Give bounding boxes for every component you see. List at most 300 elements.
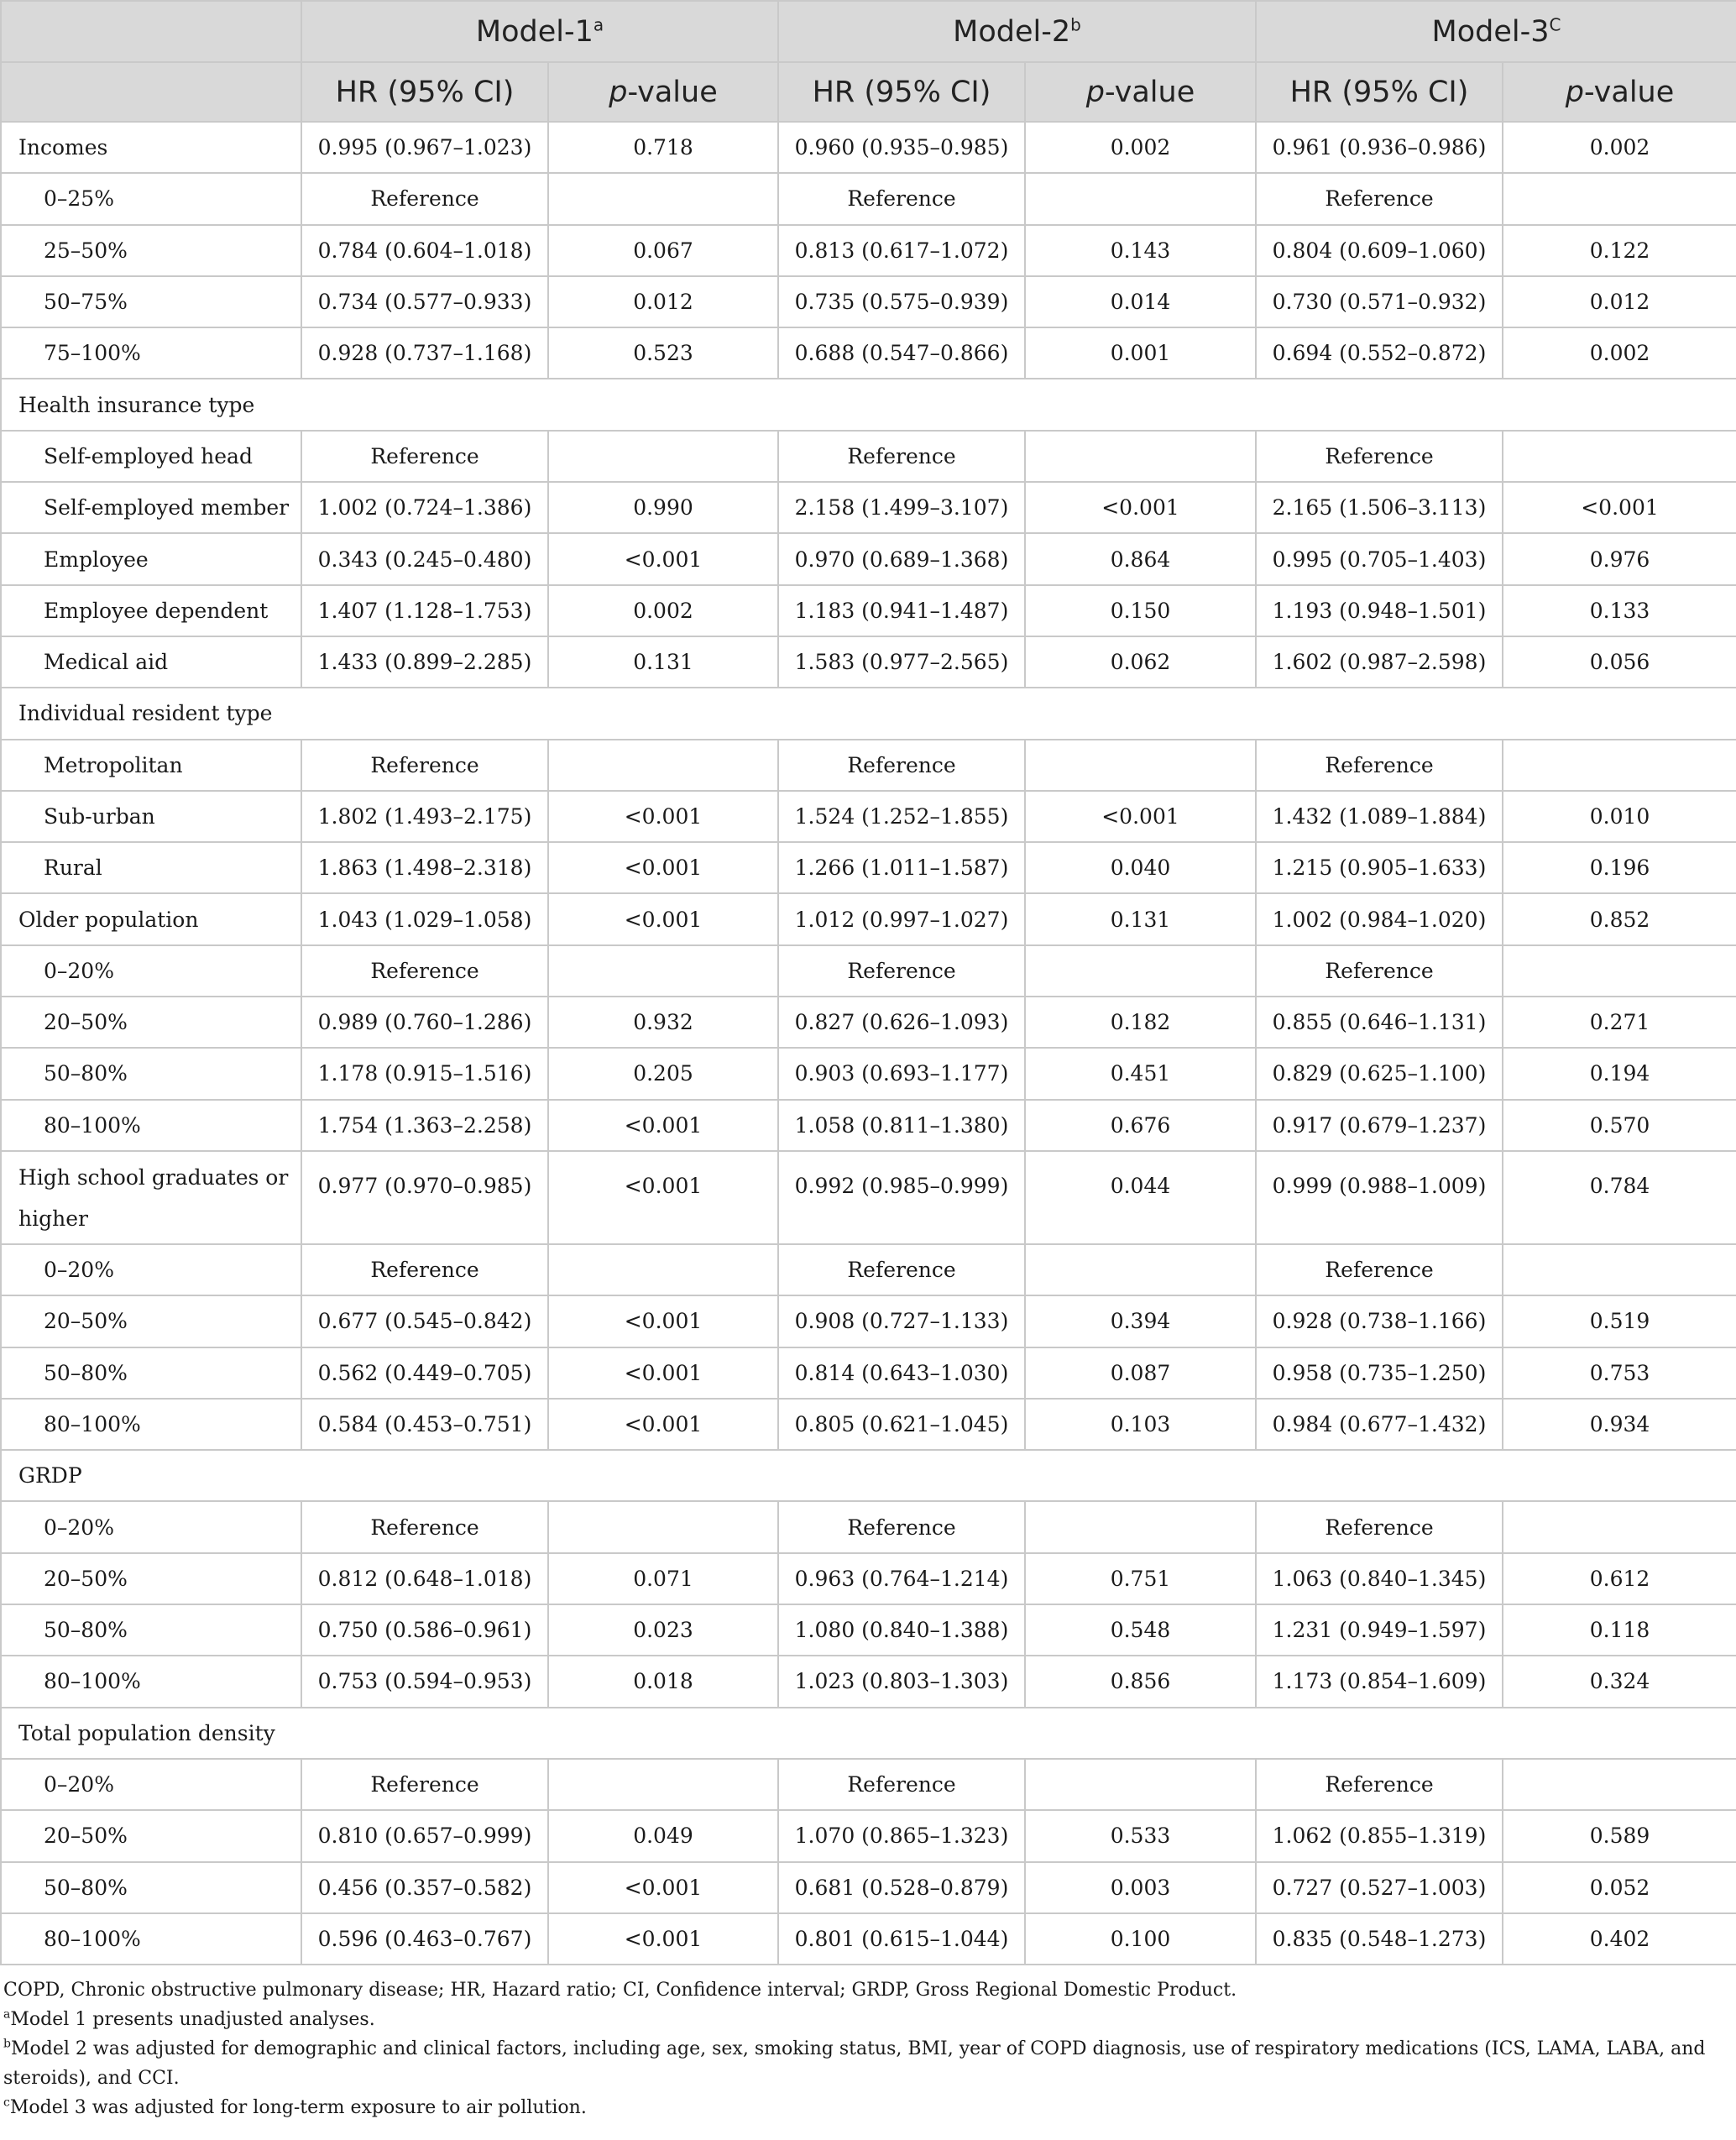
p-value-cell-model-3: 0.612	[1503, 1553, 1736, 1604]
row-sublabel: Sub-urban	[1, 791, 301, 842]
hr-cell-model-2: 1.266 (1.011–1.587)	[778, 842, 1025, 893]
p-value-cell-model-2: 0.003	[1025, 1862, 1256, 1913]
row-sublabel: Employee dependent	[1, 585, 301, 636]
row-sublabel: 25–50%	[1, 225, 301, 276]
table-row	[1, 173, 1736, 224]
table-row	[1, 1151, 1736, 1244]
hr-cell-model-3: Reference	[1256, 740, 1503, 791]
p-value-cell-model-1: <0.001	[548, 1399, 778, 1450]
table-row	[1, 842, 1736, 893]
p-value-cell-model-2: 0.451	[1025, 1048, 1256, 1099]
model-1-header	[301, 1, 778, 62]
table-row	[1, 1553, 1736, 1604]
p-value-cell-model-2: 0.182	[1025, 997, 1256, 1048]
p-value-cell-model-1: <0.001	[548, 842, 778, 893]
hr-cell-model-3: 1.432 (1.089–1.884)	[1256, 791, 1503, 842]
hr-cell-model-3: 0.961 (0.936–0.986)	[1256, 122, 1503, 173]
p-value-cell-model-1: 0.205	[548, 1048, 778, 1099]
table-row	[1, 1708, 1736, 1759]
section-spacer	[301, 1708, 1736, 1759]
hr-cell-model-1: 0.784 (0.604–1.018)	[301, 225, 548, 276]
hr-cell-model-1: 0.562 (0.449–0.705)	[301, 1347, 548, 1399]
hr-cell-model-3: 0.804 (0.609–1.060)	[1256, 225, 1503, 276]
row-sublabel: 20–50%	[1, 1553, 301, 1604]
row-sublabel: 75–100%	[1, 327, 301, 379]
hr-cell-model-1: Reference	[301, 1244, 548, 1295]
p-rest: -value	[627, 75, 718, 109]
p-value-cell-model-3: 0.118	[1503, 1604, 1736, 1656]
table-row	[1, 1501, 1736, 1552]
p-value-cell-model-1: 0.071	[548, 1553, 778, 1604]
hr-header-3: HR (95% CI)	[1256, 62, 1503, 122]
row-sublabel: 0–20%	[1, 1759, 301, 1810]
hr-cell-model-3: 0.694 (0.552–0.872)	[1256, 327, 1503, 379]
p-value-cell-model-1: <0.001	[548, 1151, 778, 1244]
hr-cell-model-2: 0.992 (0.985–0.999)	[778, 1151, 1025, 1244]
hr-cell-model-3: 0.999 (0.988–1.009)	[1256, 1151, 1503, 1244]
p-value-cell-model-2: 0.150	[1025, 585, 1256, 636]
model-1-sup: a	[593, 13, 604, 34]
p-value-cell-model-1	[548, 945, 778, 997]
row-label: GRDP	[1, 1450, 301, 1501]
p-value-cell-model-1: 0.932	[548, 997, 778, 1048]
hr-cell-model-1: Reference	[301, 945, 548, 997]
hr-cell-model-1: 0.977 (0.970–0.985)	[301, 1151, 548, 1244]
hr-cell-model-2: 1.058 (0.811–1.380)	[778, 1100, 1025, 1151]
hr-cell-model-1: 0.753 (0.594–0.953)	[301, 1656, 548, 1707]
table-row	[1, 740, 1736, 791]
hr-cell-model-2: 1.583 (0.977–2.565)	[778, 636, 1025, 688]
hr-cell-model-1: 1.802 (1.493–2.175)	[301, 791, 548, 842]
p-value-cell-model-2	[1025, 1501, 1256, 1552]
table-row	[1, 1295, 1736, 1347]
p-value-cell-model-1	[548, 173, 778, 224]
p-value-cell-model-3: 0.753	[1503, 1347, 1736, 1399]
table-row	[1, 688, 1736, 739]
table-row	[1, 1100, 1736, 1151]
row-sublabel: Rural	[1, 842, 301, 893]
p-value-cell-model-3: 0.402	[1503, 1913, 1736, 1965]
p-value-cell-model-3: 0.519	[1503, 1295, 1736, 1347]
p-value-cell-model-1: <0.001	[548, 893, 778, 944]
hr-cell-model-1: 0.928 (0.737–1.168)	[301, 327, 548, 379]
footnote-b	[3, 2034, 1716, 2093]
p-value-cell-model-1: 0.049	[548, 1810, 778, 1861]
hr-cell-model-2: Reference	[778, 173, 1025, 224]
abbreviations-note: COPD, Chronic obstructive pulmonary disease; HR, Hazard ratio; CI, Confidence interval; GRDP, Gross Regional Domestic Product.	[3, 1980, 1237, 2001]
row-label: Total population density	[1, 1708, 301, 1759]
hr-cell-model-3: 0.730 (0.571–0.932)	[1256, 276, 1503, 327]
p-value-cell-model-3: 0.133	[1503, 585, 1736, 636]
table-row	[1, 1810, 1736, 1861]
row-label-line-1: High school graduates or	[18, 1164, 289, 1190]
model-3-header	[1256, 1, 1736, 62]
p-value-cell-model-3	[1503, 945, 1736, 997]
hr-cell-model-1: 1.754 (1.363–2.258)	[301, 1100, 548, 1151]
p-value-cell-model-2: 0.001	[1025, 327, 1256, 379]
row-sublabel: Medical aid	[1, 636, 301, 688]
hr-cell-model-1: Reference	[301, 173, 548, 224]
hr-cell-model-3: 0.984 (0.677–1.432)	[1256, 1399, 1503, 1450]
model-2-name: Model-2	[953, 14, 1071, 49]
table-row	[1, 122, 1736, 173]
p-value-cell-model-2: 0.002	[1025, 122, 1256, 173]
p-value-cell-model-1: <0.001	[548, 1862, 778, 1913]
p-value-cell-model-1: 0.718	[548, 122, 778, 173]
p-value-cell-model-3	[1503, 740, 1736, 791]
footnote-c	[3, 2093, 1716, 2122]
hr-cell-model-3: Reference	[1256, 1244, 1503, 1295]
p-value-cell-model-2: 0.131	[1025, 893, 1256, 944]
p-value-cell-model-1: 0.002	[548, 585, 778, 636]
hr-cell-model-3: Reference	[1256, 173, 1503, 224]
table-row	[1, 327, 1736, 379]
row-sublabel: 50–80%	[1, 1347, 301, 1399]
row-sublabel: 20–50%	[1, 1810, 301, 1861]
model-3-name: Model-3	[1431, 14, 1550, 49]
hr-cell-model-2: 0.735 (0.575–0.939)	[778, 276, 1025, 327]
table-footnotes	[0, 1965, 1716, 2122]
hr-cell-model-1: 0.734 (0.577–0.933)	[301, 276, 548, 327]
p-rest: -value	[1583, 75, 1675, 109]
hr-cell-model-3: 0.835 (0.548–1.273)	[1256, 1913, 1503, 1965]
table-row	[1, 225, 1736, 276]
p-value-cell-model-2	[1025, 173, 1256, 224]
row-sublabel: 0–25%	[1, 173, 301, 224]
table-row	[1, 1604, 1736, 1656]
row-sublabel: 80–100%	[1, 1399, 301, 1450]
table-row	[1, 585, 1736, 636]
p-value-cell-model-2: 0.548	[1025, 1604, 1256, 1656]
table-row	[1, 945, 1736, 997]
hr-cell-model-1: 1.433 (0.899–2.285)	[301, 636, 548, 688]
p-value-cell-model-3	[1503, 1501, 1736, 1552]
p-value-cell-model-2: 0.014	[1025, 276, 1256, 327]
table-row	[1, 1399, 1736, 1450]
hr-cell-model-2: 0.903 (0.693–1.177)	[778, 1048, 1025, 1099]
p-value-cell-model-3: 0.324	[1503, 1656, 1736, 1707]
p-value-cell-model-1	[548, 1501, 778, 1552]
hr-cell-model-3: 1.231 (0.949–1.597)	[1256, 1604, 1503, 1656]
p-value-cell-model-2: 0.143	[1025, 225, 1256, 276]
hr-cell-model-3: 1.002 (0.984–1.020)	[1256, 893, 1503, 944]
p-header-3	[1503, 62, 1736, 122]
hr-cell-model-1: 1.178 (0.915–1.516)	[301, 1048, 548, 1099]
hr-cell-model-2: 0.814 (0.643–1.030)	[778, 1347, 1025, 1399]
hr-cell-model-3: 1.173 (0.854–1.609)	[1256, 1656, 1503, 1707]
hr-cell-model-1: 0.343 (0.245–0.480)	[301, 533, 548, 584]
hr-cell-model-2: Reference	[778, 740, 1025, 791]
p-value-cell-model-1: 0.131	[548, 636, 778, 688]
table-row	[1, 1759, 1736, 1810]
row-sublabel: 0–20%	[1, 1501, 301, 1552]
hr-cell-model-1: 0.995 (0.967–1.023)	[301, 122, 548, 173]
p-value-cell-model-2	[1025, 945, 1256, 997]
hr-cell-model-2: Reference	[778, 431, 1025, 482]
table-body	[1, 122, 1736, 1965]
footnote-c-text: Model 3 was adjusted for long-term exposure to air pollution.	[9, 2097, 587, 2119]
hr-cell-model-3: 1.602 (0.987–2.598)	[1256, 636, 1503, 688]
hr-cell-model-2: 0.960 (0.935–0.985)	[778, 122, 1025, 173]
p-value-cell-model-1: <0.001	[548, 1347, 778, 1399]
hr-cell-model-1: Reference	[301, 431, 548, 482]
column-header-row	[1, 62, 1736, 122]
p-value-cell-model-2: 0.044	[1025, 1151, 1256, 1244]
hr-header-2: HR (95% CI)	[778, 62, 1025, 122]
hr-cell-model-1: 0.584 (0.453–0.751)	[301, 1399, 548, 1450]
section-spacer	[301, 688, 1736, 739]
model-2-sup: b	[1070, 13, 1081, 34]
p-value-cell-model-3: 0.271	[1503, 997, 1736, 1048]
hr-cell-model-1: 1.043 (1.029–1.058)	[301, 893, 548, 944]
hr-cell-model-1: 1.407 (1.128–1.753)	[301, 585, 548, 636]
hr-cell-model-3: Reference	[1256, 945, 1503, 997]
p-value-cell-model-2: 0.087	[1025, 1347, 1256, 1399]
footnote-c-sup: c	[3, 2096, 10, 2110]
hr-cell-model-3: Reference	[1256, 1501, 1503, 1552]
p-header-1	[548, 62, 778, 122]
p-value-cell-model-1	[548, 740, 778, 791]
p-value-cell-model-3: 0.002	[1503, 122, 1736, 173]
model-header-row	[1, 1, 1736, 62]
p-value-cell-model-2	[1025, 1244, 1256, 1295]
row-sublabel: Self-employed head	[1, 431, 301, 482]
p-value-cell-model-3: 0.010	[1503, 791, 1736, 842]
hr-cell-model-3: 0.928 (0.738–1.166)	[1256, 1295, 1503, 1347]
hr-cell-model-2: 1.012 (0.997–1.027)	[778, 893, 1025, 944]
hr-cell-model-2: 0.908 (0.727–1.133)	[778, 1295, 1025, 1347]
hr-cell-model-2: 0.688 (0.547–0.866)	[778, 327, 1025, 379]
p-value-cell-model-1	[548, 1244, 778, 1295]
hr-cell-model-2: 0.963 (0.764–1.214)	[778, 1553, 1025, 1604]
hr-cell-model-1: 0.677 (0.545–0.842)	[301, 1295, 548, 1347]
hr-cell-model-3: 1.062 (0.855–1.319)	[1256, 1810, 1503, 1861]
hr-cell-model-2: Reference	[778, 1244, 1025, 1295]
row-sublabel: 50–75%	[1, 276, 301, 327]
hr-cell-model-3: 0.855 (0.646–1.131)	[1256, 997, 1503, 1048]
p-value-cell-model-3: 0.976	[1503, 533, 1736, 584]
table-row	[1, 431, 1736, 482]
row-label: Older population	[1, 893, 301, 944]
hr-header-1: HR (95% CI)	[301, 62, 548, 122]
p-italic: p	[1565, 75, 1584, 109]
hr-cell-model-1: 0.456 (0.357–0.582)	[301, 1862, 548, 1913]
p-value-cell-model-1: <0.001	[548, 1913, 778, 1965]
p-value-cell-model-2: 0.040	[1025, 842, 1256, 893]
table-row	[1, 1450, 1736, 1501]
row-sublabel: Metropolitan	[1, 740, 301, 791]
hr-cell-model-1: 1.863 (1.498–2.318)	[301, 842, 548, 893]
hr-cell-model-1: Reference	[301, 1759, 548, 1810]
row-sublabel: 50–80%	[1, 1862, 301, 1913]
hr-cell-model-2: Reference	[778, 1759, 1025, 1810]
p-rest: -value	[1104, 75, 1195, 109]
hr-cell-model-1: 0.812 (0.648–1.018)	[301, 1553, 548, 1604]
footnote-b-text: Model 2 was adjusted for demographic and clinical factors, including age, sex, smoking status, BMI, year of COPD diagnosis, use of respiratory medications (ICS, LAMA, LABA, and steroids), and CCI.	[3, 2038, 1706, 2090]
row-sublabel: 50–80%	[1, 1604, 301, 1656]
row-sublabel: 50–80%	[1, 1048, 301, 1099]
row-label: Health insurance type	[1, 379, 301, 430]
footnote-a-text: Model 1 presents unadjusted analyses.	[10, 2009, 375, 2031]
p-value-cell-model-3: 0.052	[1503, 1862, 1736, 1913]
hr-cell-model-2: Reference	[778, 1501, 1025, 1552]
table-header	[1, 1, 1736, 122]
p-value-cell-model-3: <0.001	[1503, 482, 1736, 533]
table-row	[1, 636, 1736, 688]
p-value-cell-model-2: 0.856	[1025, 1656, 1256, 1707]
hr-cell-model-3: 1.193 (0.948–1.501)	[1256, 585, 1503, 636]
hr-cell-model-2: 0.827 (0.626–1.093)	[778, 997, 1025, 1048]
hr-cell-model-3: 0.995 (0.705–1.403)	[1256, 533, 1503, 584]
p-value-cell-model-1: 0.523	[548, 327, 778, 379]
row-label	[1, 1151, 301, 1244]
hr-cell-model-2: 1.080 (0.840–1.388)	[778, 1604, 1025, 1656]
p-value-cell-model-2: 0.751	[1025, 1553, 1256, 1604]
row-sublabel: 80–100%	[1, 1100, 301, 1151]
model-1-name: Model-1	[475, 14, 593, 49]
p-value-cell-model-3	[1503, 173, 1736, 224]
hr-cell-model-3: 0.829 (0.625–1.100)	[1256, 1048, 1503, 1099]
hr-cell-model-2: 0.801 (0.615–1.044)	[778, 1913, 1025, 1965]
p-value-cell-model-1: <0.001	[548, 1100, 778, 1151]
p-value-cell-model-1	[548, 431, 778, 482]
table-row	[1, 893, 1736, 944]
p-value-cell-model-1: 0.067	[548, 225, 778, 276]
hr-cell-model-2: 0.681 (0.528–0.879)	[778, 1862, 1025, 1913]
table-row	[1, 276, 1736, 327]
hr-cell-model-3: 0.727 (0.527–1.003)	[1256, 1862, 1503, 1913]
hr-cell-model-3: Reference	[1256, 1759, 1503, 1810]
hr-cell-model-2: 1.524 (1.252–1.855)	[778, 791, 1025, 842]
table-row	[1, 997, 1736, 1048]
p-value-cell-model-3: 0.012	[1503, 276, 1736, 327]
p-value-cell-model-3: 0.934	[1503, 1399, 1736, 1450]
p-value-cell-model-2	[1025, 740, 1256, 791]
p-value-cell-model-2: <0.001	[1025, 791, 1256, 842]
footnote-a	[3, 2005, 1716, 2034]
p-value-cell-model-2: 0.533	[1025, 1810, 1256, 1861]
row-sublabel: Self-employed member	[1, 482, 301, 533]
hr-cell-model-2: 0.805 (0.621–1.045)	[778, 1399, 1025, 1450]
hr-cell-model-2: 2.158 (1.499–3.107)	[778, 482, 1025, 533]
row-sublabel: Employee	[1, 533, 301, 584]
footnote-a-sup: a	[3, 2007, 11, 2022]
p-value-cell-model-2: 0.864	[1025, 533, 1256, 584]
p-header-2	[1025, 62, 1256, 122]
p-value-cell-model-1: 0.018	[548, 1656, 778, 1707]
table-row	[1, 1913, 1736, 1965]
table-row	[1, 791, 1736, 842]
p-value-cell-model-2: 0.062	[1025, 636, 1256, 688]
row-sublabel: 80–100%	[1, 1913, 301, 1965]
row-label: Individual resident type	[1, 688, 301, 739]
row-label-line-2: higher	[18, 1206, 88, 1231]
corner-cell-2	[1, 62, 301, 122]
p-value-cell-model-3: 0.852	[1503, 893, 1736, 944]
p-value-cell-model-1: 0.012	[548, 276, 778, 327]
row-sublabel: 0–20%	[1, 1244, 301, 1295]
p-value-cell-model-3	[1503, 431, 1736, 482]
p-value-cell-model-2: 0.676	[1025, 1100, 1256, 1151]
table-row	[1, 1244, 1736, 1295]
table-row	[1, 379, 1736, 430]
p-value-cell-model-3: 0.056	[1503, 636, 1736, 688]
row-sublabel: 20–50%	[1, 997, 301, 1048]
row-sublabel: 0–20%	[1, 945, 301, 997]
table-row	[1, 482, 1736, 533]
hr-cell-model-2: 0.813 (0.617–1.072)	[778, 225, 1025, 276]
hr-cell-model-3: 0.917 (0.679–1.237)	[1256, 1100, 1503, 1151]
hr-cell-model-3: 1.063 (0.840–1.345)	[1256, 1553, 1503, 1604]
hr-cell-model-1: Reference	[301, 740, 548, 791]
table-row	[1, 1862, 1736, 1913]
p-value-cell-model-1: 0.023	[548, 1604, 778, 1656]
p-italic: p	[1085, 75, 1105, 109]
p-value-cell-model-3	[1503, 1759, 1736, 1810]
p-italic: p	[609, 75, 628, 109]
p-value-cell-model-2	[1025, 1759, 1256, 1810]
p-value-cell-model-2: 0.100	[1025, 1913, 1256, 1965]
section-spacer	[301, 379, 1736, 430]
footnote-b-sup: b	[3, 2037, 11, 2051]
hr-cell-model-2: 1.023 (0.803–1.303)	[778, 1656, 1025, 1707]
table-row	[1, 533, 1736, 584]
hr-cell-model-1: 0.596 (0.463–0.767)	[301, 1913, 548, 1965]
p-value-cell-model-2: 0.103	[1025, 1399, 1256, 1450]
p-value-cell-model-3: 0.002	[1503, 327, 1736, 379]
hr-cell-model-1: 1.002 (0.724–1.386)	[301, 482, 548, 533]
p-value-cell-model-1: 0.990	[548, 482, 778, 533]
p-value-cell-model-1: <0.001	[548, 1295, 778, 1347]
corner-cell	[1, 1, 301, 62]
hr-cell-model-2: Reference	[778, 945, 1025, 997]
hr-cell-model-2: 1.070 (0.865–1.323)	[778, 1810, 1025, 1861]
hr-cell-model-3: 1.215 (0.905–1.633)	[1256, 842, 1503, 893]
hr-cell-model-1: Reference	[301, 1501, 548, 1552]
p-value-cell-model-3: 0.589	[1503, 1810, 1736, 1861]
hr-cell-model-3: 2.165 (1.506–3.113)	[1256, 482, 1503, 533]
table-row	[1, 1656, 1736, 1707]
row-label: Incomes	[1, 122, 301, 173]
hr-cell-model-3: 0.958 (0.735–1.250)	[1256, 1347, 1503, 1399]
p-value-cell-model-1: <0.001	[548, 791, 778, 842]
p-value-cell-model-3: 0.784	[1503, 1151, 1736, 1244]
p-value-cell-model-3	[1503, 1244, 1736, 1295]
model-2-header	[778, 1, 1256, 62]
hr-cell-model-3: Reference	[1256, 431, 1503, 482]
hr-cell-model-1: 0.989 (0.760–1.286)	[301, 997, 548, 1048]
p-value-cell-model-3: 0.122	[1503, 225, 1736, 276]
row-sublabel: 20–50%	[1, 1295, 301, 1347]
model-3-sup: C	[1549, 13, 1561, 34]
table-row	[1, 1048, 1736, 1099]
hr-cell-model-2: 0.970 (0.689–1.368)	[778, 533, 1025, 584]
p-value-cell-model-2: 0.394	[1025, 1295, 1256, 1347]
hr-cell-model-2: 1.183 (0.941–1.487)	[778, 585, 1025, 636]
p-value-cell-model-3: 0.194	[1503, 1048, 1736, 1099]
p-value-cell-model-1	[548, 1759, 778, 1810]
p-value-cell-model-2	[1025, 431, 1256, 482]
row-sublabel: 80–100%	[1, 1656, 301, 1707]
p-value-cell-model-1: <0.001	[548, 533, 778, 584]
hr-cell-model-1: 0.810 (0.657–0.999)	[301, 1810, 548, 1861]
p-value-cell-model-2: <0.001	[1025, 482, 1256, 533]
section-spacer	[301, 1450, 1736, 1501]
hr-cell-model-1: 0.750 (0.586–0.961)	[301, 1604, 548, 1656]
p-value-cell-model-3: 0.570	[1503, 1100, 1736, 1151]
p-value-cell-model-3: 0.196	[1503, 842, 1736, 893]
table-row	[1, 1347, 1736, 1399]
